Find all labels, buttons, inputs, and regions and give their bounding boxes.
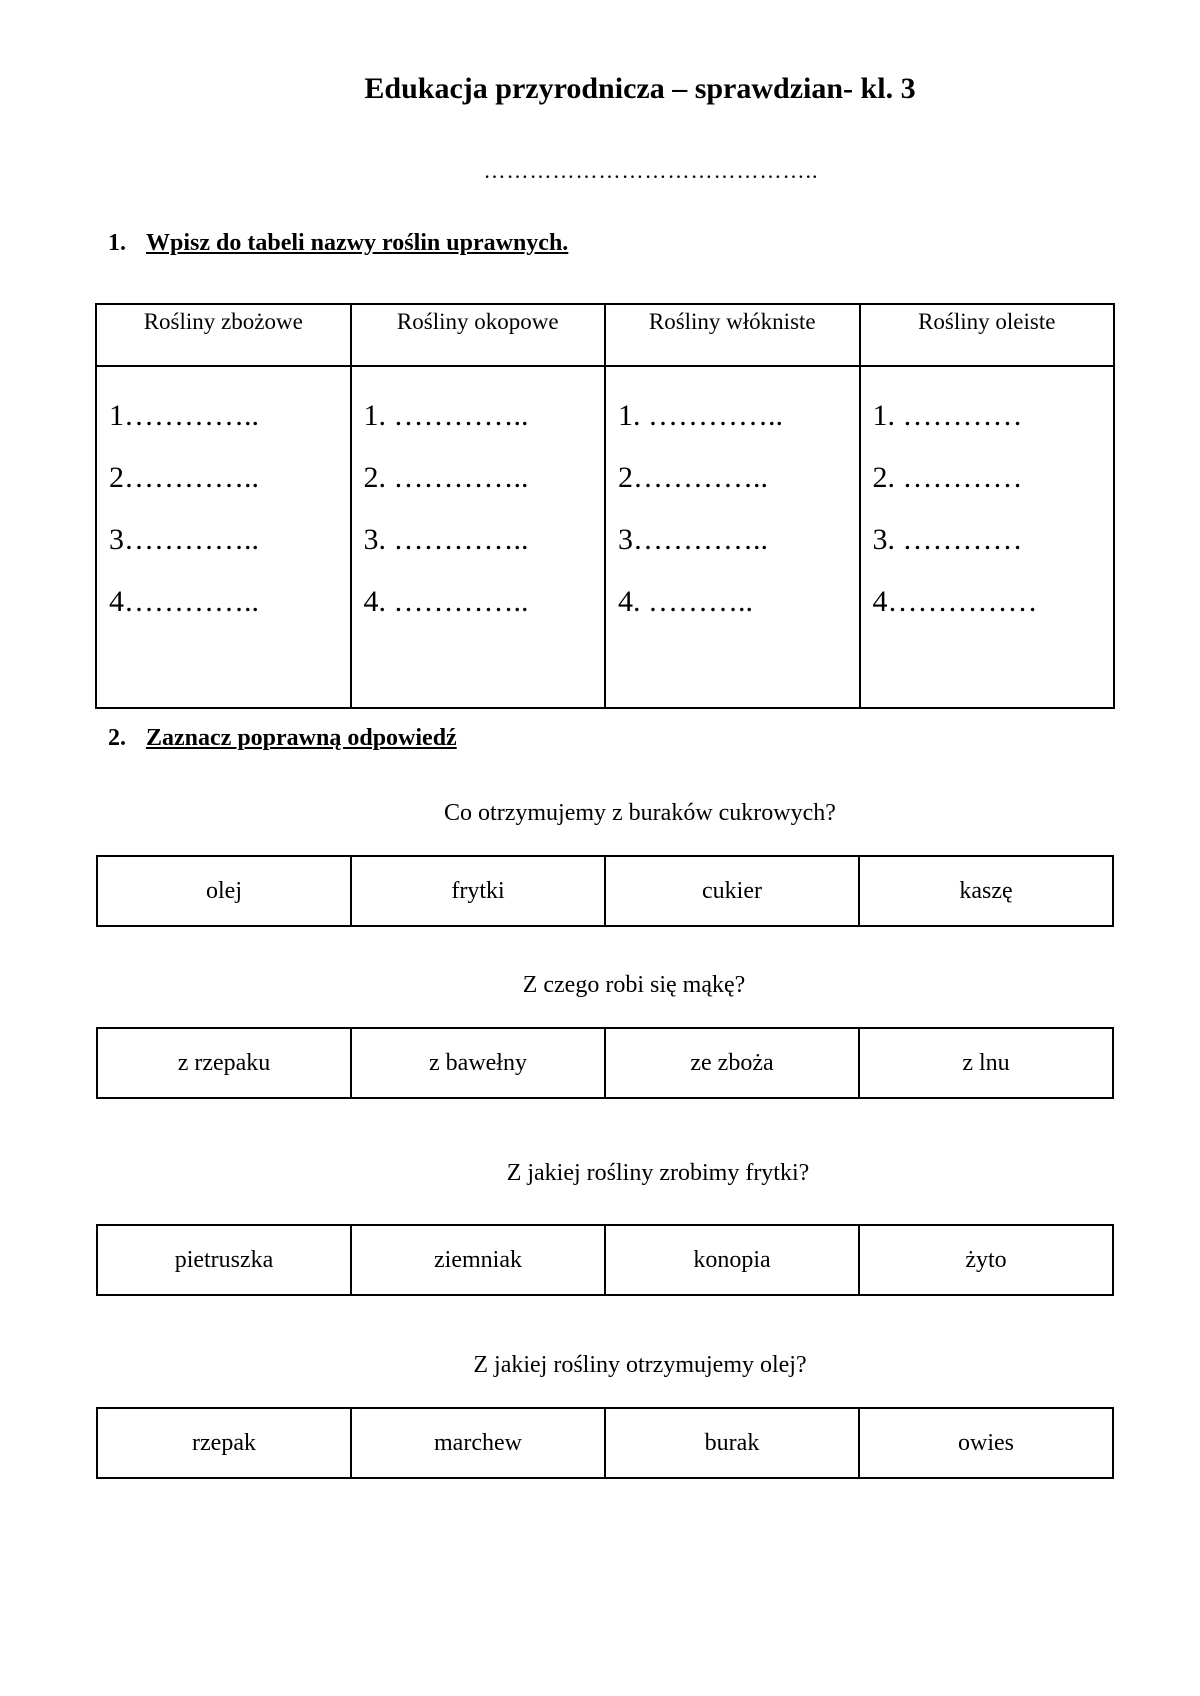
option-cell[interactable]: pietruszka: [97, 1225, 351, 1295]
task-1-instruction: Wpisz do tabeli nazwy roślin uprawnych.: [146, 230, 569, 256]
answer-line[interactable]: 4. …………..: [363, 585, 529, 618]
answer-line[interactable]: 2…………..: [618, 461, 768, 494]
option-cell[interactable]: z rzepaku: [97, 1028, 351, 1098]
option-cell[interactable]: owies: [859, 1408, 1113, 1478]
question-2: Z czego robi się mąkę?: [522, 972, 746, 998]
answer-line[interactable]: 2…………..: [109, 461, 259, 494]
answer-line[interactable]: 4. ………..: [618, 585, 753, 618]
answer-line[interactable]: 1. …………..: [363, 399, 529, 432]
options-row-1: [96, 855, 1114, 927]
column-header-cereal: Rośliny zbożowe: [96, 304, 351, 366]
plants-table: [95, 303, 1115, 709]
option-cell[interactable]: ze zboża: [605, 1028, 859, 1098]
options-row-2: [96, 1027, 1114, 1099]
options-row-4: [96, 1407, 1114, 1479]
task-2-heading: [108, 725, 457, 752]
option-cell[interactable]: z lnu: [859, 1028, 1113, 1098]
fiber-answers-cell: [605, 366, 860, 708]
oil-answers-cell: [860, 366, 1115, 708]
answer-line[interactable]: 1…………..: [109, 399, 259, 432]
option-cell[interactable]: cukier: [605, 856, 859, 926]
answer-line[interactable]: 3. …………..: [363, 523, 529, 556]
answer-line[interactable]: 4…………..: [109, 585, 259, 618]
option-cell[interactable]: żyto: [859, 1225, 1113, 1295]
option-cell[interactable]: frytki: [351, 856, 605, 926]
column-header-root: Rośliny okopowe: [351, 304, 606, 366]
option-cell[interactable]: konopia: [605, 1225, 859, 1295]
options-row-3: [96, 1224, 1114, 1296]
column-header-oil: Rośliny oleiste: [860, 304, 1115, 366]
answer-line[interactable]: 4……………: [872, 585, 1038, 618]
option-cell[interactable]: z bawełny: [351, 1028, 605, 1098]
root-answers-cell: [351, 366, 606, 708]
answer-line[interactable]: 3…………..: [618, 523, 768, 556]
option-cell[interactable]: marchew: [351, 1408, 605, 1478]
answer-line[interactable]: 3…………..: [109, 523, 259, 556]
option-cell[interactable]: rzepak: [97, 1408, 351, 1478]
answer-line[interactable]: 1. …………..: [618, 399, 783, 432]
task-1-heading: [108, 230, 568, 257]
page-title: Edukacja przyrodnicza – sprawdzian- kl. 3: [364, 72, 916, 105]
option-cell[interactable]: olej: [97, 856, 351, 926]
option-cell[interactable]: ziemniak: [351, 1225, 605, 1295]
column-header-fiber: Rośliny włókniste: [605, 304, 860, 366]
task-1-number: 1.: [108, 230, 126, 256]
answer-line[interactable]: 3. …………: [872, 523, 1023, 556]
option-cell[interactable]: kaszę: [859, 856, 1113, 926]
question-1: Co otrzymujemy z buraków cukrowych?: [444, 800, 836, 826]
task-2-number: 2.: [108, 725, 126, 751]
question-4: Z jakiej rośliny otrzymujemy olej?: [473, 1352, 807, 1378]
answer-line[interactable]: 1. …………: [872, 399, 1023, 432]
cereal-answers-cell: [96, 366, 351, 708]
question-3: Z jakiej rośliny zrobimy frytki?: [506, 1160, 810, 1186]
answer-line[interactable]: 2. …………..: [363, 461, 529, 494]
task-2-instruction: Zaznacz poprawną odpowiedź: [146, 725, 457, 751]
option-cell[interactable]: burak: [605, 1408, 859, 1478]
student-name-line[interactable]: ……………………………………..: [483, 158, 819, 183]
answer-line[interactable]: 2. …………: [872, 461, 1023, 494]
